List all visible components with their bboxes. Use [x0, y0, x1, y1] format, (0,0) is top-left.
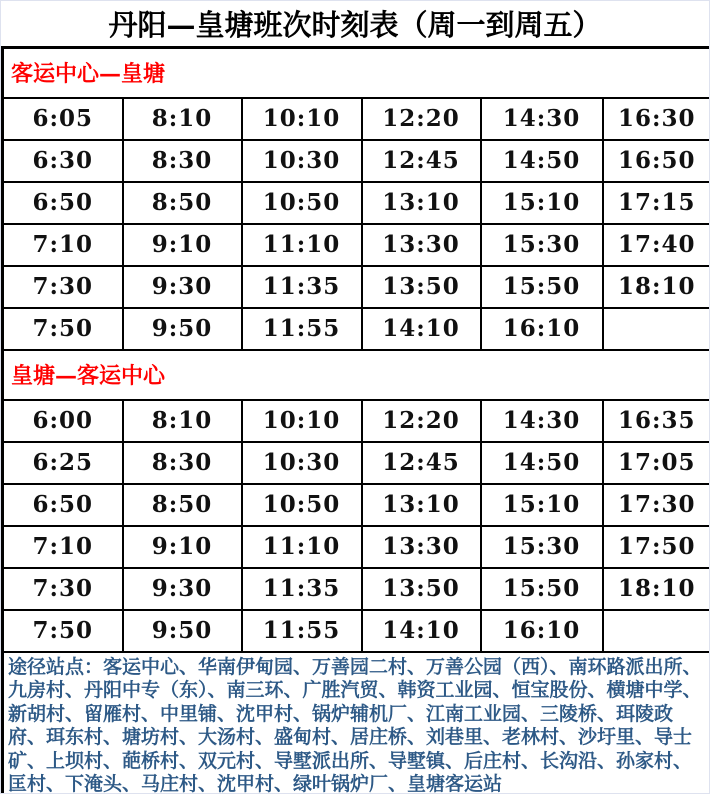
time-cell: 12:45 — [362, 442, 481, 484]
timetable-row — [3, 610, 710, 652]
time-cell: 6:00 — [3, 400, 123, 442]
time-cell: 13:30 — [362, 224, 481, 266]
time-cell: 7:10 — [3, 224, 123, 266]
title-bar — [1, 1, 709, 46]
section-outbound — [3, 48, 710, 98]
timetable-row — [3, 140, 710, 182]
time-cell: 11:35 — [242, 568, 362, 610]
time-cell: 6:50 — [3, 182, 123, 224]
time-cell: 14:50 — [481, 442, 603, 484]
time-cell: 9:50 — [123, 610, 242, 652]
time-cell: 13:10 — [362, 484, 481, 526]
time-cell: 8:10 — [123, 98, 242, 140]
time-cell: 6:50 — [3, 484, 123, 526]
timetable-row — [3, 442, 710, 484]
time-cell: 13:50 — [362, 568, 481, 610]
time-cell: 6:30 — [3, 140, 123, 182]
time-cell: 16:35 — [603, 400, 710, 442]
time-cell: 8:30 — [123, 442, 242, 484]
time-cell: 11:10 — [242, 224, 362, 266]
section-header-row — [3, 350, 710, 400]
time-cell: 6:25 — [3, 442, 123, 484]
stops-row — [3, 652, 710, 794]
timetable-row — [3, 484, 710, 526]
section-return-times — [3, 400, 710, 652]
time-cell: 16:50 — [603, 140, 710, 182]
time-cell: 14:50 — [481, 140, 603, 182]
timetable-row — [3, 568, 710, 610]
time-cell: 14:10 — [362, 308, 481, 350]
route-stops-text: 途径站点：客运中心、华南伊甸园、万善园二村、万善公园（西）、南环路派出所、九房村、丹阳中专（东）、南三环、广胜汽贸、韩资工业园、恒宝股份、横塘中学、新胡村、留雁村、中里铺、沈甲村、锅炉辅机厂、江南工业园、三陵桥、珥陵政府、珥东村、塘坊村、大汤村、盛甸村、居庄桥、刘巷里、老林村、沙圩里、导士矿、上坝村、葩桥村、双元村、导墅派出所、导墅镇、后庄村、长沟沿、孙家村、匡村、下淹头、马庄村、沈甲村、绿叶锅炉厂、皇塘客运站 — [3, 652, 710, 794]
section-header-outbound: 客运中心—皇塘 — [3, 48, 710, 98]
time-cell: 15:10 — [481, 484, 603, 526]
time-cell: 8:50 — [123, 484, 242, 526]
time-cell: 7:50 — [3, 610, 123, 652]
time-cell: 12:20 — [362, 400, 481, 442]
time-cell: 16:30 — [603, 98, 710, 140]
time-cell: 9:30 — [123, 568, 242, 610]
timetable-row — [3, 400, 710, 442]
time-cell: 11:10 — [242, 526, 362, 568]
time-cell: 12:45 — [362, 140, 481, 182]
time-cell: 9:30 — [123, 266, 242, 308]
time-cell: 17:30 — [603, 484, 710, 526]
bus-timetable — [1, 46, 710, 794]
time-cell: 7:50 — [3, 308, 123, 350]
time-cell: 10:50 — [242, 484, 362, 526]
time-cell: 10:10 — [242, 400, 362, 442]
time-cell: 18:10 — [603, 568, 710, 610]
time-cell: 10:30 — [242, 442, 362, 484]
time-cell: 14:30 — [481, 98, 603, 140]
time-cell — [603, 610, 710, 652]
timetable-row — [3, 224, 710, 266]
time-cell: 17:50 — [603, 526, 710, 568]
footer-section — [3, 652, 710, 794]
time-cell: 18:10 — [603, 266, 710, 308]
time-cell: 15:10 — [481, 182, 603, 224]
time-cell: 9:10 — [123, 224, 242, 266]
timetable-row — [3, 266, 710, 308]
time-cell: 15:30 — [481, 224, 603, 266]
time-cell: 13:10 — [362, 182, 481, 224]
time-cell: 11:55 — [242, 610, 362, 652]
time-cell: 17:05 — [603, 442, 710, 484]
time-cell: 10:30 — [242, 140, 362, 182]
time-cell: 17:15 — [603, 182, 710, 224]
page-title: 丹阳—皇塘班次时刻表（周一到周五） — [108, 8, 602, 42]
time-cell: 10:10 — [242, 98, 362, 140]
time-cell: 13:30 — [362, 526, 481, 568]
time-cell: 12:20 — [362, 98, 481, 140]
time-cell: 9:10 — [123, 526, 242, 568]
time-cell: 14:10 — [362, 610, 481, 652]
time-cell: 7:10 — [3, 526, 123, 568]
time-cell: 17:40 — [603, 224, 710, 266]
timetable-row — [3, 526, 710, 568]
time-cell: 16:10 — [481, 308, 603, 350]
section-return — [3, 350, 710, 400]
time-cell: 15:50 — [481, 266, 603, 308]
section-header-return: 皇塘—客运中心 — [3, 350, 710, 400]
time-cell: 7:30 — [3, 568, 123, 610]
section-header-row — [3, 48, 710, 98]
time-cell: 15:30 — [481, 526, 603, 568]
time-cell: 8:30 — [123, 140, 242, 182]
section-outbound-times — [3, 98, 710, 350]
time-cell: 7:30 — [3, 266, 123, 308]
time-cell: 13:50 — [362, 266, 481, 308]
time-cell: 14:30 — [481, 400, 603, 442]
time-cell: 11:35 — [242, 266, 362, 308]
timetable-row — [3, 98, 710, 140]
time-cell: 16:10 — [481, 610, 603, 652]
timetable-row — [3, 308, 710, 350]
time-cell: 15:50 — [481, 568, 603, 610]
time-cell: 6:05 — [3, 98, 123, 140]
time-cell — [603, 308, 710, 350]
time-cell: 10:50 — [242, 182, 362, 224]
time-cell: 8:50 — [123, 182, 242, 224]
time-cell: 8:10 — [123, 400, 242, 442]
time-cell: 9:50 — [123, 308, 242, 350]
timetable-row — [3, 182, 710, 224]
time-cell: 11:55 — [242, 308, 362, 350]
